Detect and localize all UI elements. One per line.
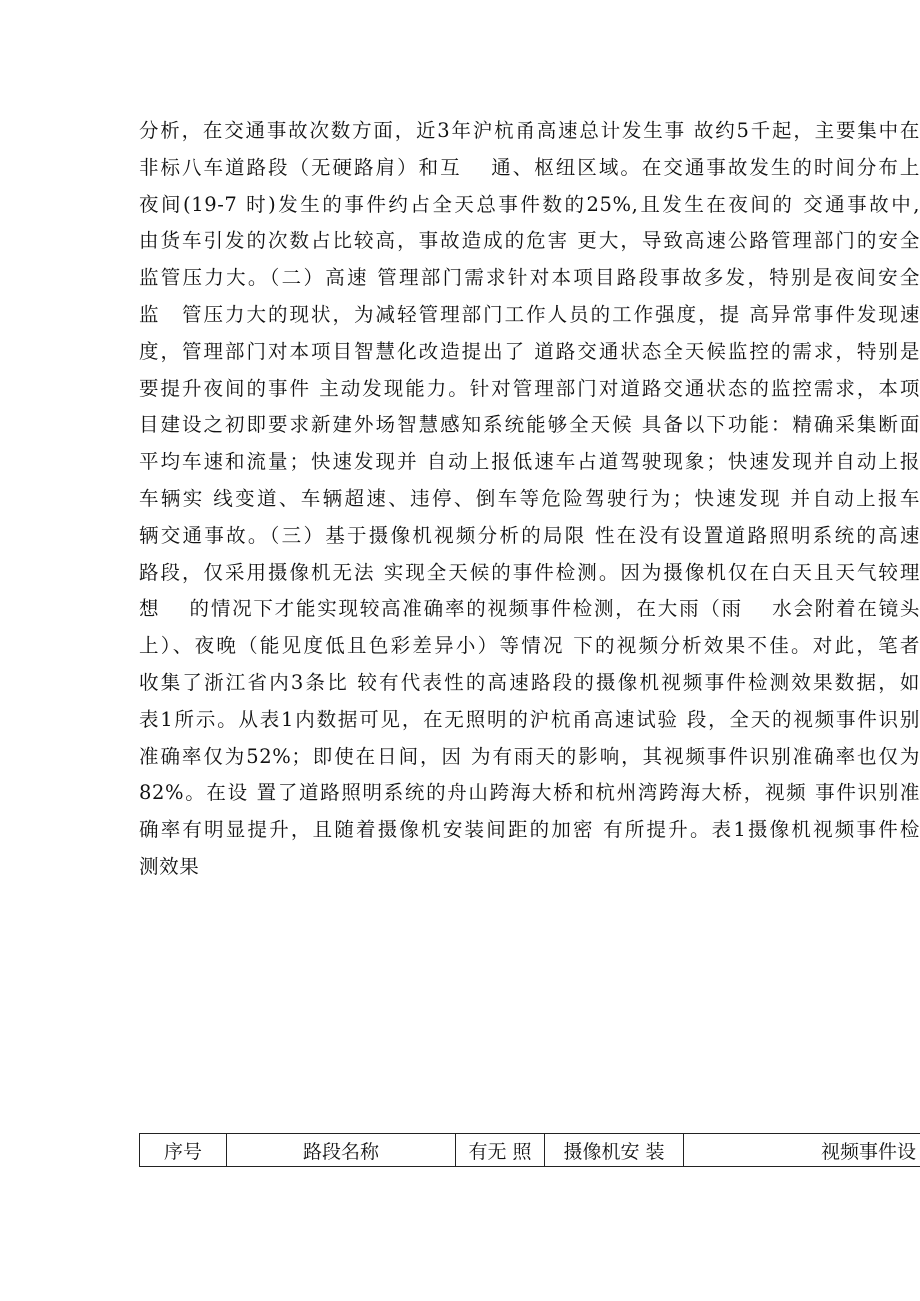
text-line: 准确率仅为52%；即使在日间，因 为有雨天的影响，其视频事件识别准确率也仅为 — [139, 744, 920, 768]
text-line: 车辆实 线变道、车辆超速、违停、倒车等危险驾驶行为；快速发现 并自动上报车 — [139, 486, 920, 510]
text-line: 辆交通事故。（三）基于摄像机视频分析的局限 性在没有设置道路照明系统的高速 — [139, 523, 920, 547]
column-header-section-name: 路段名称 — [227, 1134, 456, 1167]
text-line: 上）、夜晚（能见度低且色彩差异小）等情况 下的视频分析效果不佳。对此，笔者 — [139, 634, 920, 658]
column-header-video-event: 视频事件设 — [684, 1134, 920, 1167]
column-header-lighting: 有无 照 — [456, 1134, 545, 1167]
text-line: 表1所示。从表1内数据可见，在无照明的沪杭甬高速试验 段，全天的视频事件识别 — [139, 707, 920, 731]
column-header-index: 序号 — [140, 1134, 227, 1167]
text-line: 由货车引发的次数占比较高，事故造成的危害 更大，导致高速公路管理部门的安全 — [139, 229, 920, 253]
text-line: 路段，仅采用摄像机无法 实现全天候的事件检测。因为摄像机仅在白天且天气较理 — [139, 560, 920, 584]
text-line: 夜间(19-7 时)发生的事件约占全天总事件数的25%,且发生在夜间的 交通事故中, — [139, 192, 920, 216]
text-line: 收集了浙江省内3条比 较有代表性的高速路段的摄像机视频事件检测效果数据，如 — [139, 670, 920, 694]
text-line: 确率有明显提升，且随着摄像机安装间距的加密 有所提升。表1摄像机视频事件检 — [139, 818, 920, 842]
text-line: 分析，在交通事故次数方面，近3年沪杭甬高速总计发生事 故约5千起，主要集中在 — [139, 119, 920, 142]
text-line: 监管压力大。（二）高速 管理部门需求针对本项目路段事故多发，特别是夜间安全 — [139, 266, 920, 290]
text-line: 非标八车道路段（无硬路肩）和互 通、枢纽区域。在交通事故发生的时间分布上 — [139, 155, 920, 179]
text-line: 目建设之初即要求新建外场智慧感知系统能够全天候 具备以下功能：精确采集断面 — [139, 413, 920, 437]
text-line: 82%。在设 置了道路照明系统的舟山跨海大桥和杭州湾跨海大桥，视频 事件识别准 — [139, 781, 920, 805]
text-line: 想 的情况下才能实现较高准确率的视频事件检测，在大雨（雨 水会附着在镜头 — [139, 597, 920, 621]
text-line: 监 管压力大的现状，为减轻管理部门工作人员的工作强度，提 高异常事件发现速 — [139, 302, 920, 326]
body-paragraph — [139, 113, 920, 886]
text-line: 平均车速和流量；快速发现并 自动上报低速车占道驾驶现象；快速发现并自动上报 — [139, 450, 920, 474]
table-header-row — [140, 1134, 920, 1167]
text-line: 测效果 — [139, 854, 200, 878]
text-line: 要提升夜间的事件 主动发现能力。针对管理部门对道路交通状态的监控需求，本项 — [139, 376, 920, 400]
camera-detection-table — [139, 1133, 920, 1167]
text-line: 度，管理部门对本项目智慧化改造提出了 道路交通状态全天候监控的需求，特别是 — [139, 339, 920, 363]
column-header-camera-install: 摄像机安 装 — [545, 1134, 684, 1167]
